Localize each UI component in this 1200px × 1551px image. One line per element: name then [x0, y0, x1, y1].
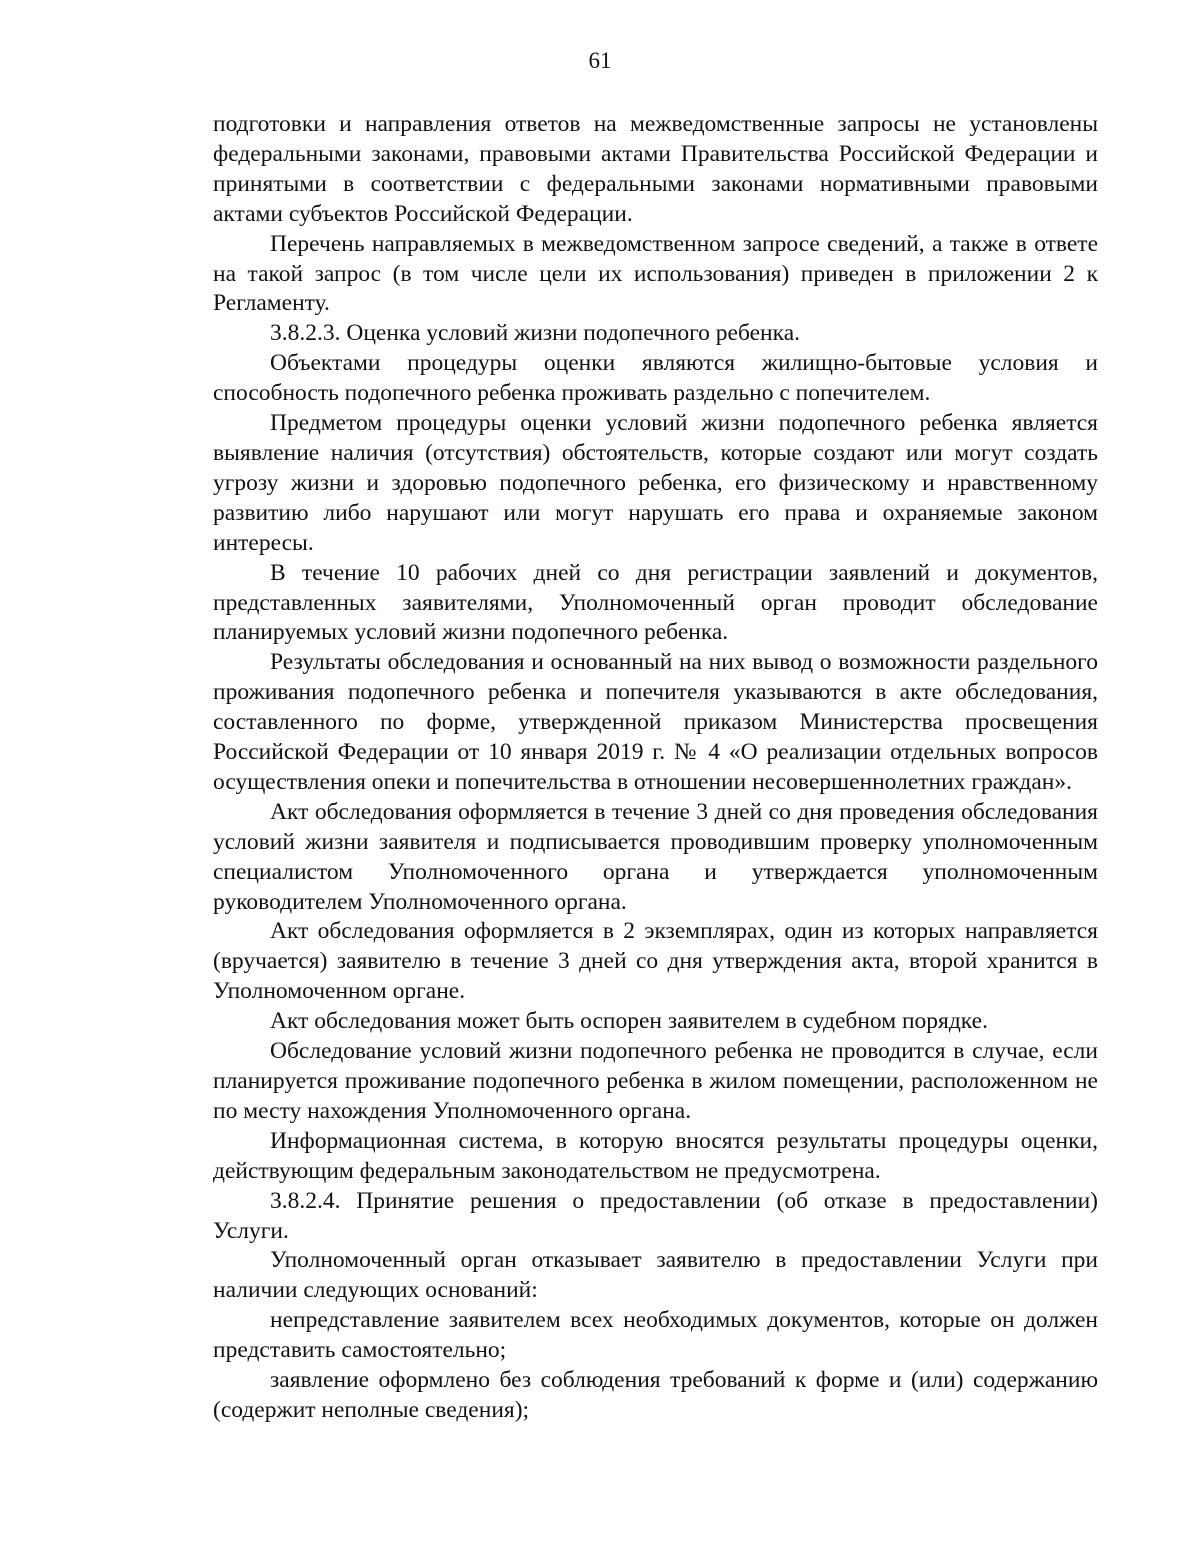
paragraph-inspection-term: В течение 10 рабочих дней со дня регистрации заявлений и документов, представленных заявителями, Уполномоченный орган проводит обследование планируемых условий жизни подопечного ребенка. — [213, 559, 1098, 646]
section-heading-3-8-2-3: 3.8.2.3. Оценка условий жизни подопечного ребенка. — [270, 320, 801, 347]
list-item-missing-documents: непредставление заявителем всех необходимых документов, которые он должен представить самостоятельно; — [213, 1307, 1098, 1364]
paragraph-act-copies: Акт обследования оформляется в 2 экземплярах, один из которых направляется (вручается) заявителю в течение 3 дней со дня утверждения акта, второй хранится в Уполномоченном органе. — [213, 918, 1098, 1005]
paragraph-assessment-subject: Предметом процедуры оценки условий жизни подопечного ребенка является выявление наличия (отсутствия) обстоятельств, которые создают или могут создать угрозу жизни и здоровью подопечного ребенка, его физическому и нравственному развитию либо нарушают или могут нарушать его права и охраняемые законом интересы. — [213, 410, 1098, 556]
paragraph-act-drafting: Акт обследования оформляется в течение 3 дней со дня проведения обследования условий жизни заявителя и подписывается проводившим проверку уполномоченным специалистом Уполномоченного органа и утверждается уполномоченным руководителем Уполномоченного органа. — [213, 798, 1098, 915]
paragraph-assessment-objects: Объектами процедуры оценки являются жилищно-бытовые условия и способность подопечного ребенка проживать раздельно с попечителем. — [213, 350, 1098, 407]
paragraph-inspection-exception: Обследование условий жизни подопечного ребенка не проводится в случае, если планируется проживание подопечного ребенка в жилом помещении, расположенном не по месту нахождения Уполномоченного органа. — [213, 1038, 1098, 1124]
paragraph-act-appeal: Акт обследования может быть оспорен заявителем в судебном порядке. — [270, 1008, 988, 1035]
list-item-invalid-application: заявление оформлено без соблюдения требований к форме и (или) содержанию (содержит неполные сведения); — [213, 1367, 1098, 1423]
paragraph-refusal-grounds: Уполномоченный орган отказывает заявителю в предоставлении Услуги при наличии следующих оснований: — [213, 1247, 1098, 1304]
section-heading-3-8-2-4: 3.8.2.4. Принятие решения о предоставлении (об отказе в предоставлении) Услуги. — [213, 1187, 1098, 1244]
paragraph-inspection-results: Результаты обследования и основанный на них вывод о возможности раздельного проживания подопечного ребенка и попечителя указываются в акте обследования, составленного по форме, утвержденной приказом Министерства просвещения Российской Федерации от 10 января 2019 г. № 4 «О реализации отдельных вопросов осуществления опеки и попечительства в отношении несовершеннолетних граждан». — [213, 649, 1098, 795]
paragraph-request-list: Перечень направляемых в межведомственном запросе сведений, а также в ответе на такой запрос (в том числе цели их использования) приведен в приложении 2 к Регламенту. — [213, 230, 1098, 317]
paragraph-continuation: подготовки и направления ответов на межведомственные запросы не установлены федеральными законами, правовыми актами Правительства Российской Федерации и принятыми в соответствии с федеральными законами нормативными правовыми актами субъектов Российской Федерации. — [213, 111, 1098, 227]
paragraph-information-system: Информационная система, в которую вносятся результаты процедуры оценки, действующим федеральным законодательством не предусмотрена. — [213, 1127, 1098, 1184]
document-body — [213, 110, 1098, 1426]
page-number: 61 — [588, 48, 612, 73]
